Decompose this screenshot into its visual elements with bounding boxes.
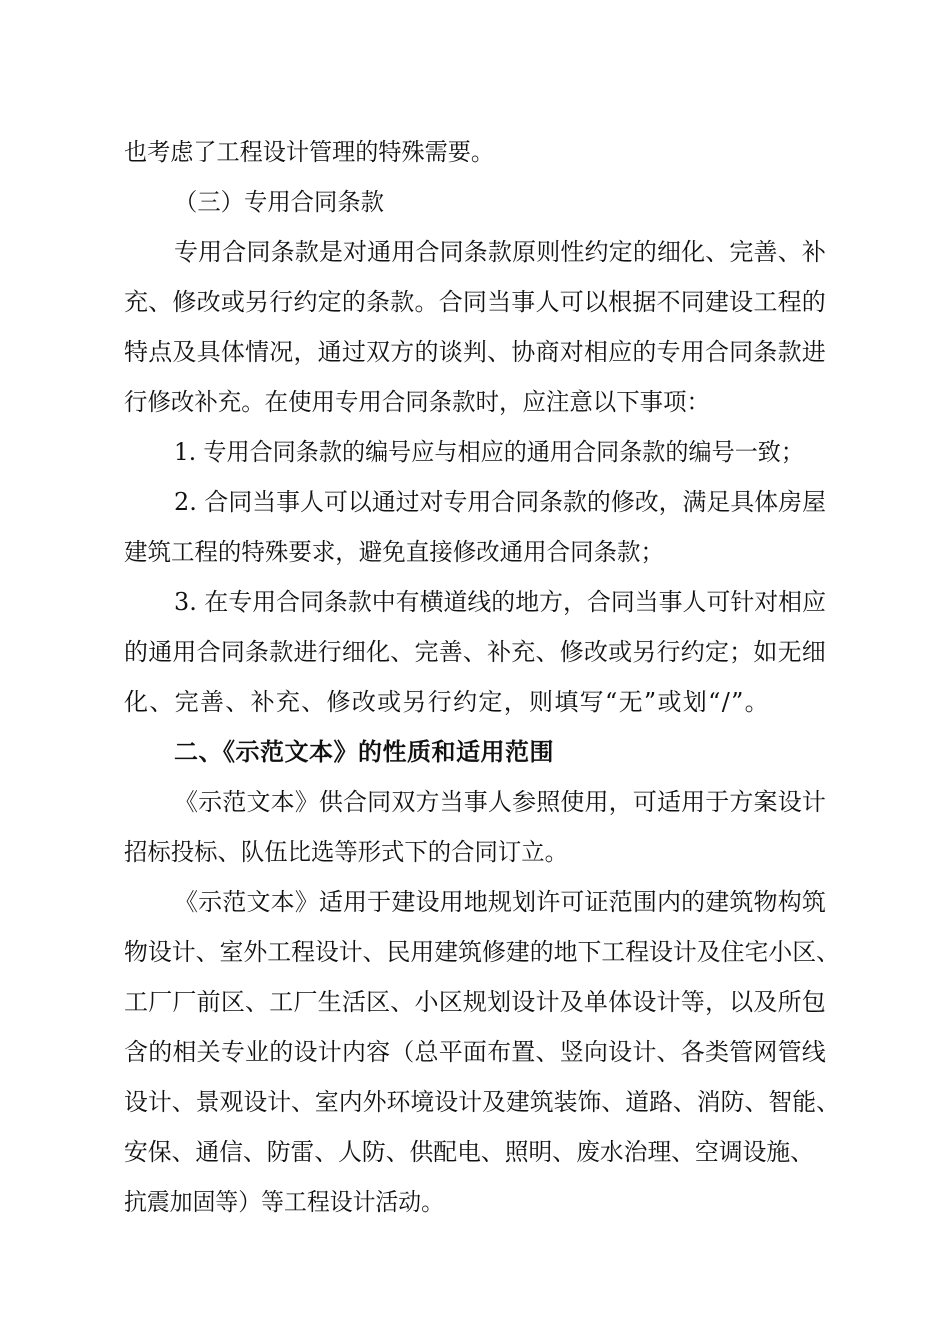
body-line: 特点及具体情况，通过双方的谈判、协商对相应的专用合同条款进: [124, 338, 826, 366]
section-heading: 二、《示范文本》的性质和适用范围: [174, 737, 554, 766]
body-line: 专用合同条款是对通用合同条款原则性约定的细化、完善、补: [174, 238, 826, 266]
body-line: 《示范文本》供合同双方当事人参照使用，可适用于方案设计: [174, 788, 826, 816]
body-line: 工厂厂前区、工厂生活区、小区规划设计及单体设计等，以及所包: [124, 988, 826, 1016]
body-line: 物设计、室外工程设计、民用建筑修建的地下工程设计及住宅小区、: [124, 938, 840, 966]
list-item: 3. 在专用合同条款中有横道线的地方，合同当事人可针对相应: [174, 588, 826, 616]
body-line: 行修改补充。在使用专用合同条款时，应注意以下事项：: [124, 388, 710, 416]
body-line: 抗震加固等）等工程设计活动。: [124, 1188, 444, 1216]
body-line: 《示范文本》适用于建设用地规划许可证范围内的建筑物构筑: [174, 888, 826, 916]
body-line: 建筑工程的特殊要求，避免直接修改通用合同条款；: [124, 538, 664, 566]
body-line: 招标投标、队伍比选等形式下的合同订立。: [124, 838, 568, 866]
subsection-heading: （三）专用合同条款: [174, 188, 384, 216]
body-line: 含的相关专业的设计内容（总平面布置、竖向设计、各类管网管线: [124, 1038, 826, 1066]
body-line: 的通用合同条款进行细化、完善、补充、修改或另行约定；如无细: [124, 638, 826, 666]
body-line: 也考虑了工程设计管理的特殊需要。: [124, 138, 494, 166]
list-item: 2. 合同当事人可以通过对专用合同条款的修改，满足具体房屋: [174, 488, 826, 516]
body-line: 化、完善、补充、修改或另行约定，则填写“无”或划“/”。: [124, 688, 770, 716]
body-line: 充、修改或另行约定的条款。合同当事人可以根据不同建设工程的: [124, 288, 826, 316]
list-item: 1. 专用合同条款的编号应与相应的通用合同条款的编号一致；: [174, 438, 804, 466]
body-line: 设计、景观设计、室内外环境设计及建筑装饰、道路、消防、智能、: [124, 1088, 840, 1116]
body-line: 安保、通信、防雷、人防、供配电、照明、废水治理、空调设施、: [124, 1138, 814, 1166]
